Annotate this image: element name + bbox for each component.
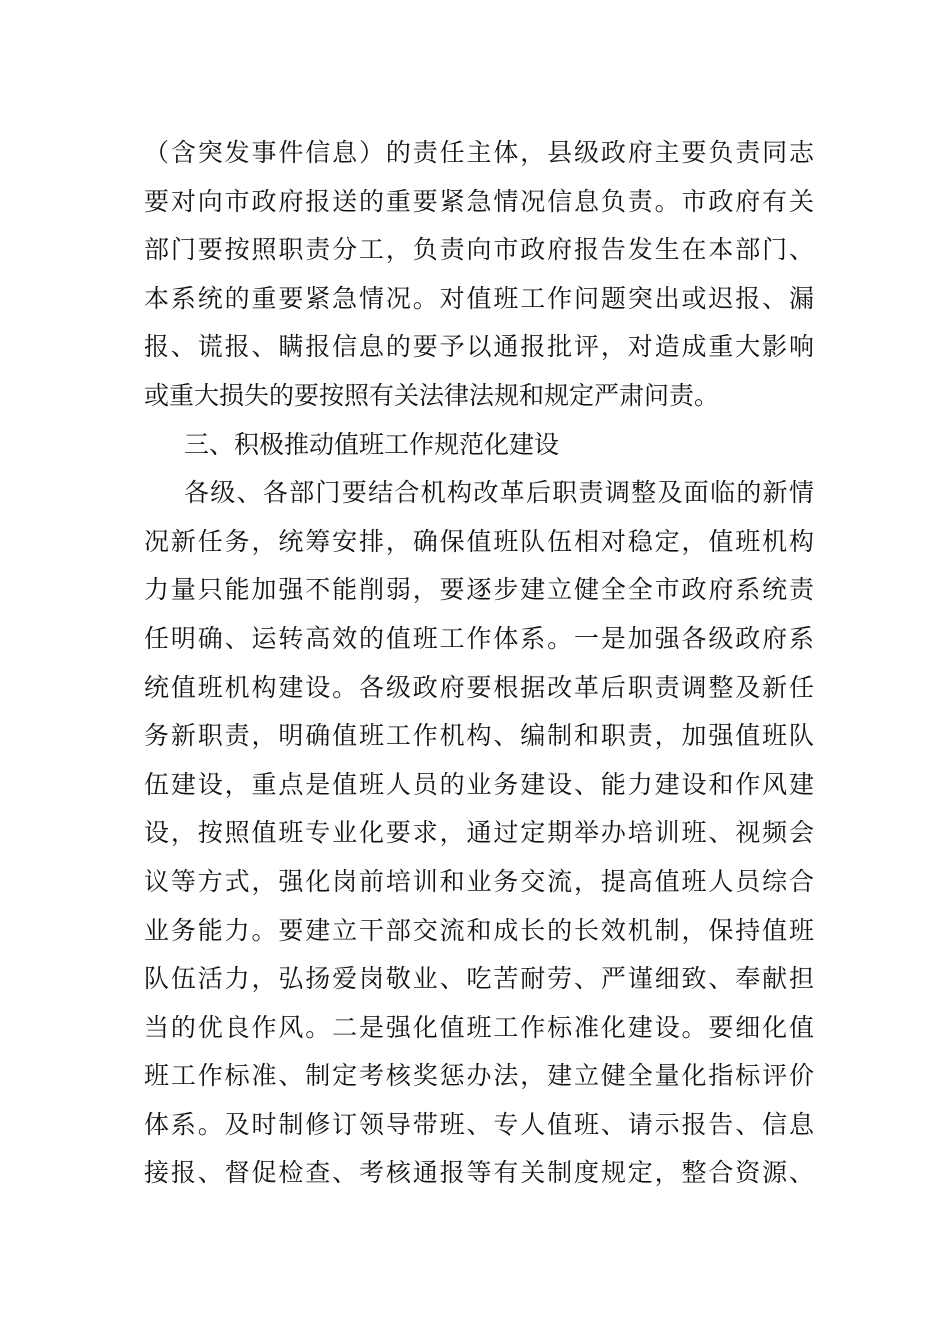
paragraph-line: 伍建设，重点是值班人员的业务建设、能力建设和作风建 — [144, 769, 814, 799]
paragraph-line: 队伍活力，弘扬爱岗敬业、吃苦耐劳、严谨细致、奉献担 — [144, 964, 814, 994]
paragraph-line: 或重大损失的要按照有关法律法规和规定严肃问责。 — [144, 380, 720, 410]
section-heading: 三、积极推动值班工作规范化建设 — [184, 429, 560, 459]
paragraph-line: （含突发事件信息）的责任主体，县级政府主要负责同志 — [144, 138, 814, 167]
paragraph-line: 部门要按照职责分工，负责向市政府报告发生在本部门、 — [144, 235, 814, 265]
paragraph-line: 接报、督促检查、考核通报等有关制度规定，整合资源、 — [144, 1158, 814, 1188]
document-body — [144, 129, 814, 1198]
paragraph-line: 本系统的重要紧急情况。对值班工作问题突出或迟报、漏 — [144, 283, 814, 313]
paragraph-line: 任明确、运转高效的值班工作体系。一是加强各级政府系 — [144, 623, 814, 653]
paragraph-line: 各级、各部门要结合机构改革后职责调整及面临的新情 — [184, 478, 814, 508]
paragraph-line: 体系。及时制修订领导带班、专人值班、请示报告、信息 — [144, 1109, 814, 1139]
paragraph-line: 况新任务，统筹安排，确保值班队伍相对稳定，值班机构 — [144, 526, 814, 556]
paragraph-line: 力量只能加强不能削弱，要逐步建立健全全市政府系统责 — [144, 575, 814, 605]
paragraph-line: 设，按照值班专业化要求，通过定期举办培训班、视频会 — [144, 818, 814, 848]
paragraph-line: 班工作标准、制定考核奖惩办法，建立健全量化指标评价 — [144, 1061, 814, 1091]
paragraph-line: 当的优良作风。二是强化值班工作标准化建设。要细化值 — [144, 1012, 814, 1042]
paragraph-line: 要对向市政府报送的重要紧急情况信息负责。市政府有关 — [144, 186, 814, 216]
paragraph-line: 务新职责，明确值班工作机构、编制和职责，加强值班队 — [144, 721, 814, 751]
paragraph-line: 议等方式，强化岗前培训和业务交流，提高值班人员综合 — [144, 866, 814, 896]
paragraph-line: 报、谎报、瞒报信息的要予以通报批评，对造成重大影响 — [144, 332, 814, 362]
paragraph-line: 业务能力。要建立干部交流和成长的长效机制，保持值班 — [144, 915, 814, 945]
paragraph-line: 统值班机构建设。各级政府要根据改革后职责调整及新任 — [144, 672, 814, 702]
